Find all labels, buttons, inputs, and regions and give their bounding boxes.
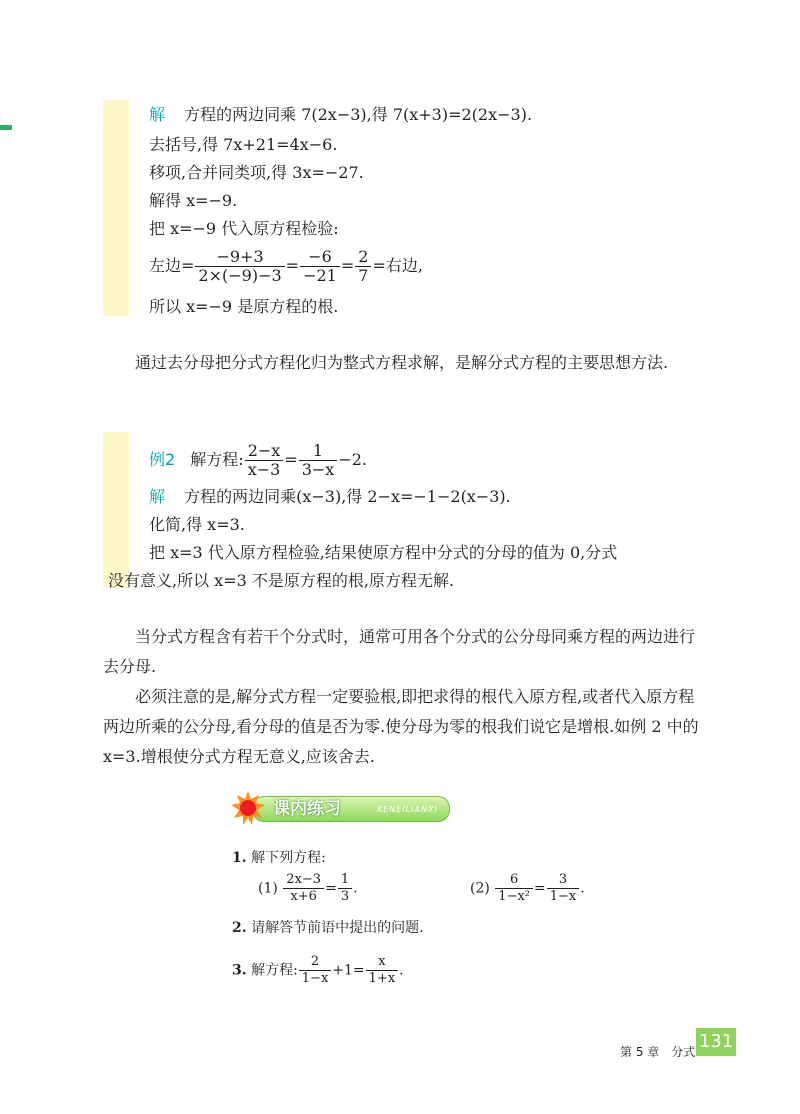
solution-line: 所以 x=−9 是原方程的根. <box>149 297 339 316</box>
fraction: $\frac{2}{7}$ <box>355 248 371 285</box>
solution-line: 没有意义,所以 x=3 不是原方程的根,原方程无解. <box>108 571 455 590</box>
fraction: $\frac{x}{1+x}$ <box>366 954 399 987</box>
fraction: $\frac{-6}{-21}$ <box>300 248 340 285</box>
solution-line: 化简,得 x=3. <box>149 515 245 534</box>
example-heading: 例2 解方程: $\frac{2-x}{x-3}$ = $\frac{1}{3-x}$ −2. <box>149 441 367 479</box>
solution-line: 去括号,得 7x+21=4x−6. <box>149 135 338 154</box>
check-equation: 左边= $\frac{-9+3}{2\times(-9)-3}$ = $\frac{-6}{-21}$ = $\frac{2}{7}$ =右边, <box>149 247 423 285</box>
chapter-label: 第 5 章 分式 <box>620 1045 696 1059</box>
margin-tab <box>0 125 12 130</box>
example-label: 例2 <box>149 450 176 469</box>
solution-line: 移项,合并同类项,得 3x=−27. <box>149 163 364 182</box>
fraction: $\frac{2}{1-x}$ <box>299 954 332 987</box>
exercise-item: 1. 解下列方程: <box>232 850 326 866</box>
solution-line: 把 x=−9 代入原方程检验: <box>149 219 339 238</box>
solution-label: 解 <box>149 487 166 506</box>
fraction: $\frac{-9+3}{2\times(-9)-3}$ <box>195 248 284 285</box>
exercise-item: 2. 请解答节前语中提出的问题. <box>232 920 424 936</box>
solution-line: 解 方程的两边同乘 7(2x−3),得 7(x+3)=2(2x−3). <box>149 105 533 124</box>
exercise-item: 3. 解方程: $\frac{2}{1-x}$ +1= $\frac{x}{1+x}$ . <box>232 954 404 986</box>
solution-line: 解得 x=−9. <box>149 191 238 210</box>
highlight-bar <box>103 432 129 588</box>
body-paragraph: 通过去分母把分式方程化归为整式方程求解，是解分式方程的主要思想方法. <box>135 353 669 372</box>
fraction: $\frac{2x-3}{x+6}$ <box>283 872 324 905</box>
solution-label: 解 <box>149 105 166 124</box>
fraction: $\frac{2-x}{x-3}$ <box>245 442 284 479</box>
exercise-banner <box>230 790 448 824</box>
exercise-subtitle: KENEILIANXI <box>377 805 438 814</box>
exercise-pill <box>252 796 450 822</box>
solution-line: 解 方程的两边同乘(x−3),得 2−x=−1−2(x−3). <box>149 487 511 506</box>
page-number: 131 <box>696 1028 736 1056</box>
body-paragraph: 当分式方程含有若干个分式时，通常可用各个分式的公分母同乘方程的两边进行去分母. <box>103 627 696 676</box>
exercise-title: 课内练习 <box>273 799 341 819</box>
fraction: $\frac{6}{\text{1−x²}}$ <box>495 872 533 905</box>
highlight-bar <box>103 100 129 316</box>
solution-line: 把 x=3 代入原方程检验,结果使原方程中分式的分母的值为 0,分式 <box>149 543 618 562</box>
fraction: $\frac{1}{3-x}$ <box>299 442 338 479</box>
body-paragraph: 必须注意的是,解分式方程一定要验根,即把求得的根代入原方程,或者代入原方程两边所乘的公分母,看分母的值是否为零.使分母为零的根我们说它是增根.如例 2 中的 x=3.增根使分式方程无意义,应该舍去. <box>103 687 699 766</box>
exercise-subitem: (1) $\frac{2x-3}{x+6}$ = $\frac{1}{3}$ . <box>258 872 358 904</box>
sun-icon <box>230 790 266 826</box>
exercise-subitem: (2) $\frac{6}{\text{1−x²}}$ = $\frac{3}{1-x}$ . <box>470 872 585 904</box>
fraction: $\frac{3}{1-x}$ <box>547 872 580 905</box>
fraction: $\frac{1}{3}$ <box>338 872 352 905</box>
